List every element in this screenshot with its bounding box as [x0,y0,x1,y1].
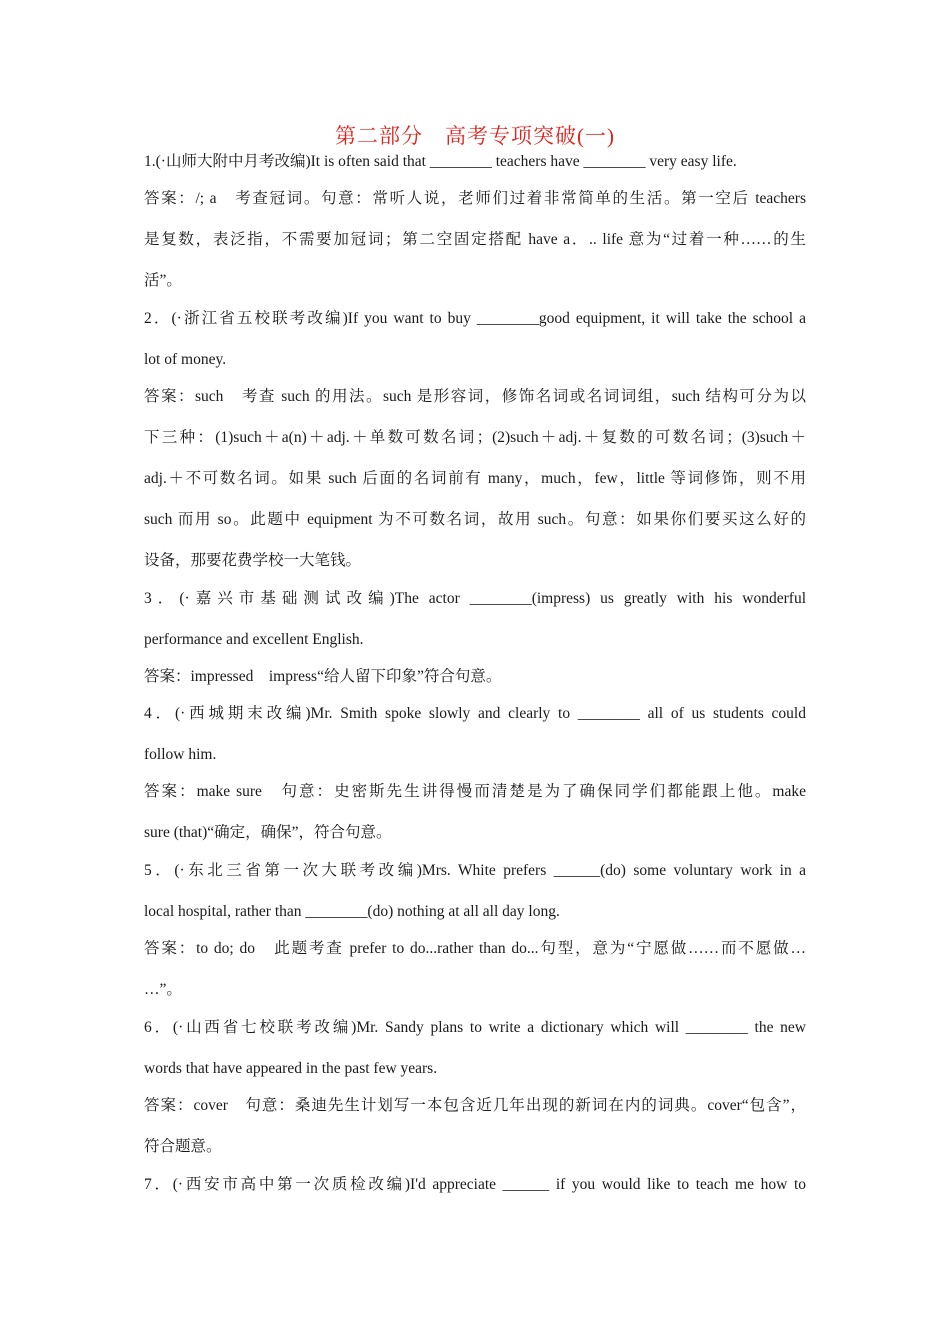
answer-1-line-2: 是复数，表泛指，不需要加冠词；第二空固定搭配 have a．.. life 意为“过着一种……的生 [144,231,806,248]
answer-2-line-2: 下三种：(1)such＋a(n)＋adj.＋单数可数名词；(2)such＋adj.＋复数的可数名词；(3)such＋ [144,429,806,446]
question-7-line-1: 7．(·西安市高中第一次质检改编)I'd appreciate ______ if you would like to teach me how to [144,1176,806,1193]
answer-4-line-2: sure (that)“确定，确保”，符合句意。 [144,824,392,841]
answer-1-line-1: 答案：/; a 考查冠词。句意：常听人说，老师们过着非常简单的生活。第一空后 teachers [144,190,806,207]
answer-6-line-2: 符合题意。 [144,1138,222,1155]
answer-3-line-1: 答案：impressed impress“给人留下印象”符合句意。 [144,668,502,685]
answer-2-line-3: adj.＋不可数名词。如果 such 后面的名词前有 many，much，few，little 等词修饰，则不用 [144,470,806,487]
question-6-line-2: words that have appeared in the past few years. [144,1060,438,1077]
answer-6-line-1: 答案：cover 句意：桑迪先生计划写一本包含近几年出现的新词在内的词典。cover“包含”， [144,1097,806,1114]
question-3-line-2: performance and excellent English. [144,631,364,648]
answer-2-line-5: 设备，那要花费学校一大笔钱。 [144,552,362,569]
answer-2-line-4: such 而用 so。此题中 equipment 为不可数名词，故用 such。句意：如果你们要买这么好的 [144,511,806,528]
answer-1-line-3: 活”。 [144,272,182,289]
question-6-line-1: 6．(·山西省七校联考改编)Mr. Sandy plans to write a dictionary which will ________ the new [144,1019,806,1036]
answer-2-line-1: 答案：such 考查 such 的用法。such 是形容词，修饰名词或名词词组，such 结构可分为以 [144,388,806,405]
question-3-line-1: 3．(·嘉兴市基础测试改编)The actor ________(impress) us greatly with his wonderful [144,590,806,607]
question-5-line-1: 5．(·东北三省第一次大联考改编)Mrs. White prefers ______(do) some voluntary work in a [144,862,806,879]
question-5-line-2: local hospital, rather than ________(do) nothing at all all day long. [144,903,560,920]
page-title: 第二部分 高考专项突破(一) [335,124,615,148]
answer-5-line-2: …”。 [144,981,182,998]
answer-4-line-1: 答案：make sure 句意：史密斯先生讲得慢而清楚是为了确保同学们都能跟上他。make [144,783,806,800]
answer-5-line-1: 答案：to do; do 此题考查 prefer to do...rather than do...句型，意为“宁愿做……而不愿做… [144,940,806,957]
question-2-line-1: 2．(·浙江省五校联考改编)If you want to buy ________good equipment, it will take the school a [144,310,806,327]
question-4-line-1: 4．(·西城期末改编)Mr. Smith spoke slowly and clearly to ________ all of us students could [144,705,806,722]
question-4-line-2: follow him. [144,746,217,763]
question-2-line-2: lot of money. [144,351,227,368]
question-1-text: 1.(·山师大附中月考改编)It is often said that ________ teachers have ________ very easy life. [144,153,737,170]
